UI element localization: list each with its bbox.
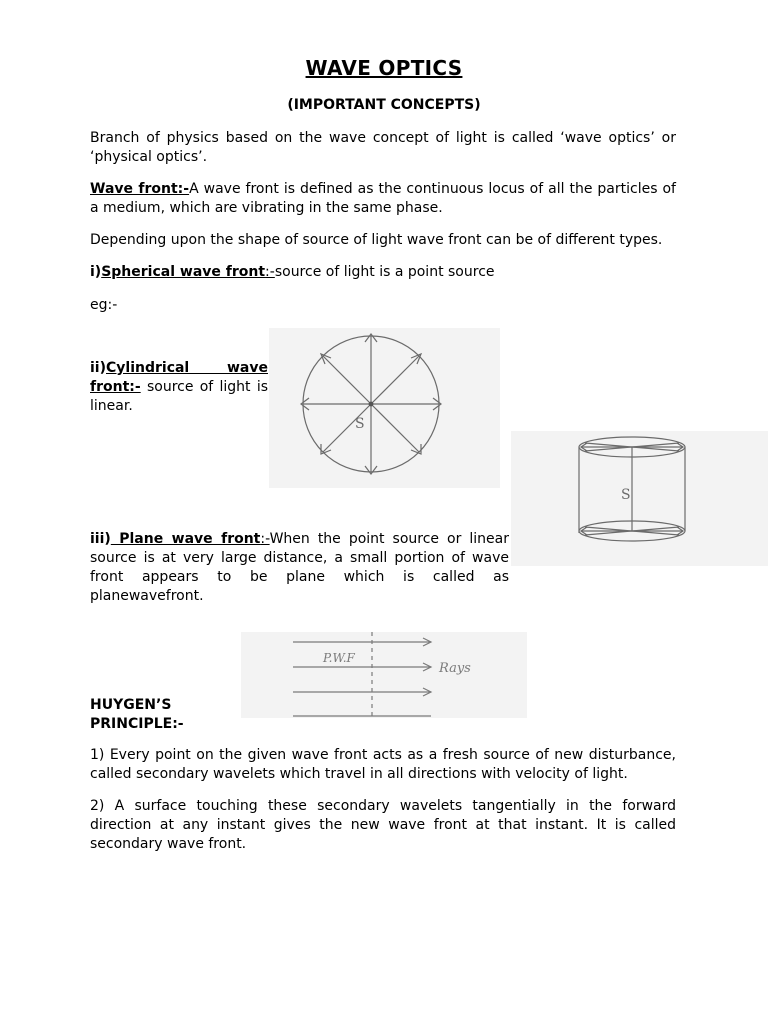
cylindrical-wavefront-sketch <box>511 431 768 566</box>
cylindrical-text: source of light is linear. <box>90 379 268 414</box>
plane-num: iii) <box>90 531 111 547</box>
spherical-eg: eg:- <box>90 297 118 313</box>
huygens-point-2: 2) A surface touching these secondary wavelets tangentially in the forward direction at any instant gives the new wave front at that instant. It is called secondary wave front. <box>90 798 676 852</box>
cylinder-source-label: S <box>621 487 631 503</box>
wavefront-term: Wave front:- <box>90 181 190 197</box>
plane-term: Plane wave front <box>110 531 261 547</box>
spherical-text: source of light is a point source <box>274 264 495 280</box>
plane-heading <box>90 530 509 606</box>
spherical-wavefront-figure <box>269 328 500 488</box>
huygens-point-1: 1) Every point on the given wave front acts as a fresh source of new disturbance, called secondary wavelets which travel in all directions with velocity of light. <box>90 747 676 782</box>
cylindrical-term: Cylindrical wave front:- <box>90 360 268 395</box>
cylindrical-heading <box>90 359 268 416</box>
spherical-num: i) <box>90 264 102 280</box>
cylindrical-wavefront-figure <box>511 431 768 566</box>
spherical-term: Spherical wave front <box>101 264 266 280</box>
cylindrical-num: ii) <box>90 360 106 376</box>
page-subtitle: (IMPORTANT CONCEPTS) <box>287 97 481 113</box>
plane-wavefront-figure <box>241 632 527 718</box>
huygens-heading-line2: PRINCIPLE:- <box>90 716 184 732</box>
sphere-source-label: S <box>355 416 365 432</box>
plane-sep: :- <box>260 531 270 547</box>
spherical-heading <box>90 263 690 282</box>
page-title: WAVE OPTICS <box>305 56 463 80</box>
plane-wavefront-sketch <box>241 632 527 718</box>
intro-paragraph: Branch of physics based on the wave concept of light is called ‘wave optics’ or ‘physical optics’. <box>90 130 676 165</box>
plane-wavefront-label: P.W.F <box>323 651 355 665</box>
spherical-wavefront-sketch <box>269 328 500 488</box>
rays-label: Rays <box>439 661 471 676</box>
huygens-heading-line1: HUYGEN’S <box>90 697 172 713</box>
wavefront-text: A wave front is defined as the continuous locus of all the particles of a medium, which are vibrating in the same phase. <box>90 181 676 216</box>
depending-paragraph: Depending upon the shape of source of light wave front can be of different types. <box>90 232 663 248</box>
wavefront-definition <box>90 180 676 218</box>
spherical-sep: :- <box>265 264 275 280</box>
plane-text: When the point source or linear source is at very large distance, a small portion of wave front appears to be plane which is called as planewavefront. <box>90 531 510 604</box>
